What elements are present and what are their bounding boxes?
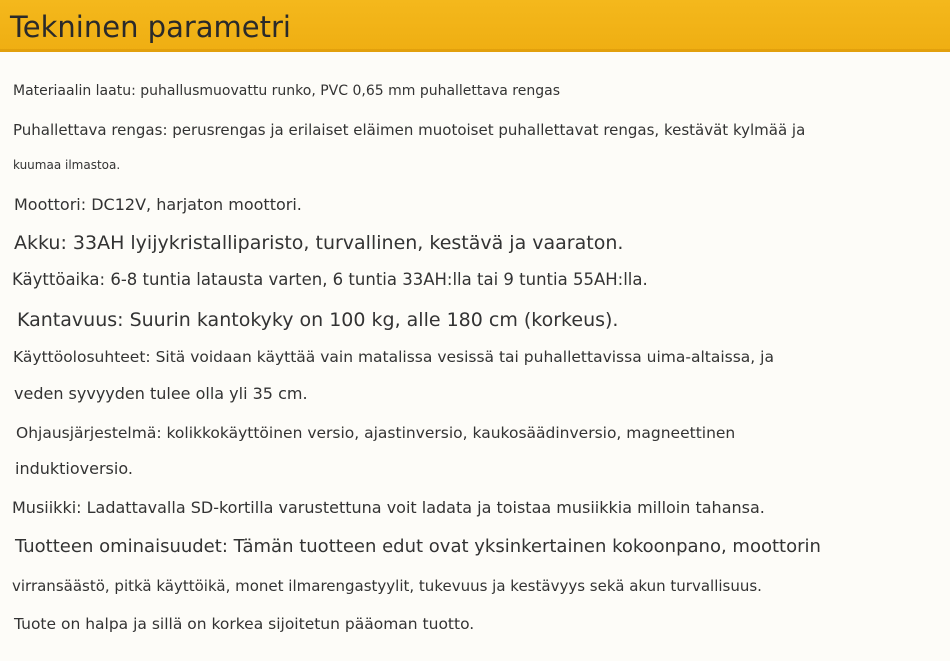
spec-line-control-system-cont: induktioversio. (15, 459, 133, 478)
spec-line-conditions: Käyttöolosuhteet: Sitä voidaan käyttää vain matalissa vesissä tai puhallettavissa uima-altaissa, ja (13, 348, 774, 366)
spec-line-conditions-cont: veden syvyyden tulee olla yli 35 cm. (14, 384, 308, 403)
spec-line-inflatable-ring-cont: kuumaa ilmastoa. (13, 158, 121, 172)
spec-line-runtime: Käyttöaika: 6-8 tuntia latausta varten, 6 tuntia 33AH:lla tai 9 tuntia 55AH:lla. (12, 270, 648, 289)
spec-line-motor: Moottori: DC12V, harjaton moottori. (14, 195, 302, 214)
spec-line-inflatable-ring: Puhallettava rengas: perusrengas ja erilaiset eläimen muotoiset puhallettavat rengas, kestävät kylmää ja (13, 121, 806, 139)
spec-line-price: Tuote on halpa ja sillä on korkea sijoitetun pääoman tuotto. (14, 615, 475, 633)
spec-line-material: Materiaalin laatu: puhallusmuovattu runko, PVC 0,65 mm puhallettava rengas (13, 83, 560, 99)
spec-line-features-cont: virransäästö, pitkä käyttöikä, monet ilmarengastyylit, tukevuus ja kestävyys sekä akun turvallisuus. (12, 577, 762, 595)
spec-line-capacity: Kantavuus: Suurin kantokyky on 100 kg, alle 180 cm (korkeus). (17, 309, 619, 331)
spec-line-music: Musiikki: Ladattavalla SD-kortilla varustettuna voit ladata ja toistaa musiikkia milloin tahansa. (12, 498, 765, 517)
spec-line-features: Tuotteen ominaisuudet: Tämän tuotteen edut ovat yksinkertainen kokoonpano, moottorin (15, 536, 821, 557)
spec-line-control-system: Ohjausjärjestelmä: kolikkokäyttöinen versio, ajastinversio, kaukosäädinversio, magneettinen (16, 424, 736, 442)
page-title: Tekninen parametri (10, 10, 291, 44)
spec-line-battery: Akku: 33AH lyijykristalliparisto, turvallinen, kestävä ja vaaraton. (14, 232, 624, 254)
